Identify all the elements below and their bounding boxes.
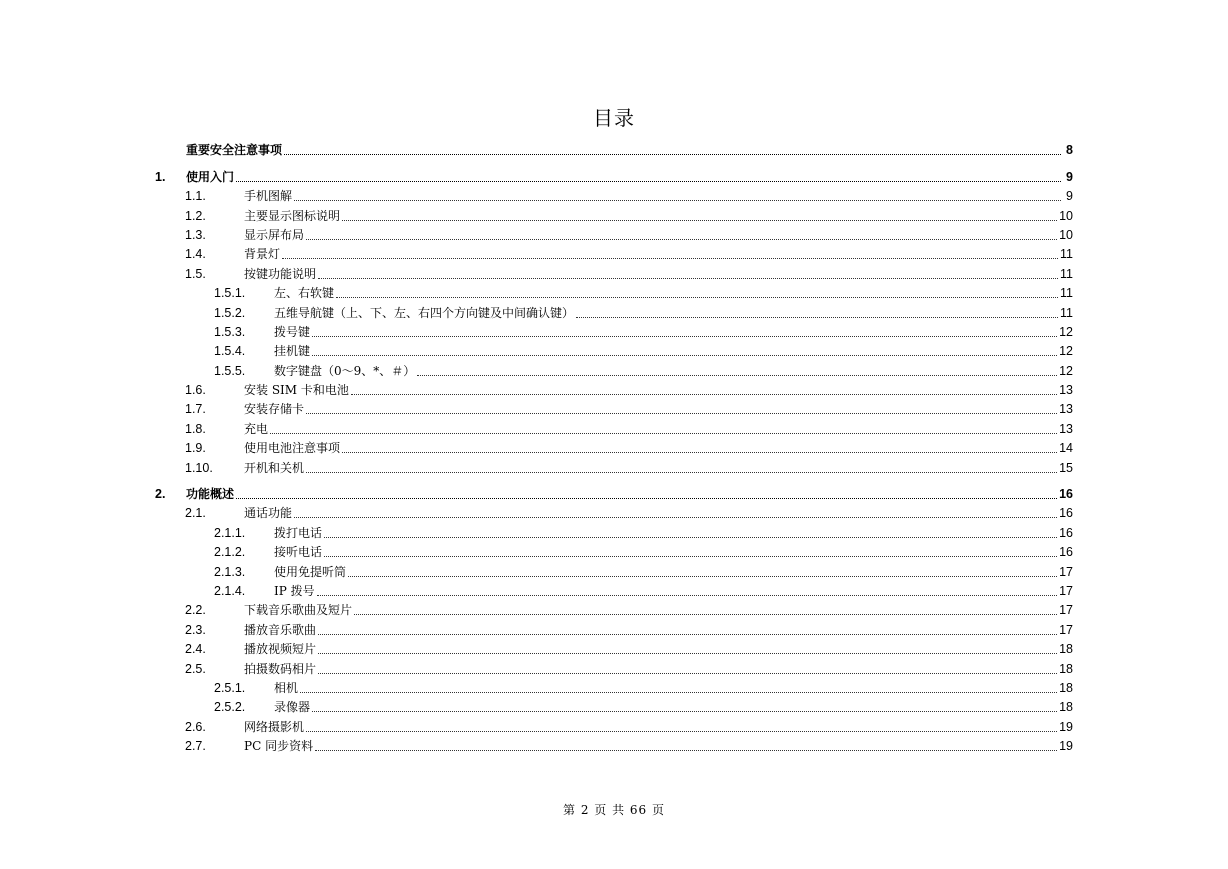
toc-entry-page-number: 18 (1059, 642, 1073, 657)
toc-entry-title: 使用入门 (186, 169, 235, 184)
toc-entry-page-number: 11 (1060, 305, 1073, 320)
toc-entry-page-number: 16 (1059, 506, 1073, 521)
toc-entry-title: PC 同步资料 (244, 739, 314, 754)
dot-leader (236, 181, 1061, 182)
toc-entry[interactable] (155, 734, 1073, 753)
toc-entry-page-number: 17 (1059, 603, 1073, 618)
toc-entry-title: 接听电话 (274, 545, 323, 560)
toc-entry-page-number: 18 (1059, 700, 1073, 715)
dot-leader (312, 711, 1057, 712)
dot-leader (312, 355, 1057, 356)
toc-entry-page-number: 13 (1059, 402, 1073, 417)
toc-entry-title: 拨号键 (274, 324, 311, 339)
toc-entry-title: 手机图解 (244, 189, 293, 204)
dot-leader (294, 517, 1057, 518)
toc-entry[interactable] (155, 281, 1073, 300)
toc-entry-number: 2.5.2. (214, 700, 246, 715)
toc-entry[interactable] (155, 436, 1073, 455)
toc-entry-page-number: 8 (1066, 143, 1073, 158)
toc-entry-title: 下载音乐歌曲及短片 (244, 603, 353, 618)
dot-leader (306, 731, 1057, 732)
dot-leader (306, 413, 1057, 414)
dot-leader (318, 673, 1057, 674)
dot-leader (318, 634, 1057, 635)
toc-entry-title: 安装 SIM 卡和电池 (244, 383, 349, 398)
toc-entry[interactable] (155, 617, 1073, 636)
toc-entry-title: 拨打电话 (274, 525, 323, 540)
toc-entry[interactable] (155, 455, 1073, 474)
dot-leader (342, 220, 1057, 221)
toc-entry-number: 1.10. (185, 460, 213, 475)
dot-leader (270, 433, 1057, 434)
page-title: 目录 (593, 106, 635, 130)
dot-leader (351, 394, 1057, 395)
toc-entry[interactable] (155, 656, 1073, 675)
toc-entry[interactable] (155, 378, 1073, 397)
toc-entry[interactable] (155, 261, 1073, 280)
toc-entry-number: 1.5.5. (214, 363, 246, 378)
toc-entry[interactable] (155, 184, 1073, 203)
toc-entry-number: 1.5.1. (214, 286, 246, 301)
dot-leader (336, 297, 1058, 298)
toc-entry-page-number: 17 (1059, 564, 1073, 579)
toc-entry-page-number: 17 (1059, 622, 1073, 637)
toc-entry[interactable] (155, 695, 1073, 714)
toc-entry-number: 2.1. (185, 506, 206, 521)
toc-entry-number: 2.4. (185, 642, 206, 657)
toc-entry-number: 2.6. (185, 719, 206, 734)
toc-entry-number: 2.3. (185, 622, 206, 637)
toc-entry-number: 1.8. (185, 421, 206, 436)
toc-entry-number: 1.4. (185, 247, 206, 262)
toc-entry-page-number: 13 (1059, 383, 1073, 398)
toc-entry-title: 五维导航键（上、下、左、右四个方向键及中间确认键） (274, 305, 575, 320)
toc-entry[interactable] (155, 138, 1073, 157)
toc-entry-page-number: 16 (1059, 545, 1073, 560)
toc-entry-title: 主要显示图标说明 (244, 208, 341, 223)
toc-entry-number: 2.1.2. (214, 545, 246, 560)
toc-entry-number: 1.5. (185, 266, 206, 281)
toc-entry-page-number: 11 (1060, 247, 1073, 262)
toc-entry-number: 1.1. (185, 189, 206, 204)
dot-leader (417, 375, 1057, 376)
toc-entry-title: 播放视频短片 (244, 642, 317, 657)
toc-entry-page-number: 18 (1059, 661, 1073, 676)
toc-entry-title: 功能概述 (186, 487, 235, 502)
toc-entry-page-number: 17 (1059, 583, 1073, 598)
toc-entry-title: 数字键盘（0～9、*、＃） (274, 363, 416, 378)
toc-entry-title: 拍摄数码相片 (244, 661, 317, 676)
toc-entry-title: 相机 (274, 680, 299, 695)
dot-leader (324, 556, 1057, 557)
dot-leader (317, 595, 1057, 596)
toc-entry-page-number: 19 (1059, 739, 1073, 754)
toc-entry[interactable] (155, 300, 1073, 319)
toc-entry-page-number: 14 (1059, 441, 1073, 456)
toc-entry[interactable] (155, 358, 1073, 377)
dot-leader (342, 452, 1057, 453)
toc-entry-number: 1.5.2. (214, 305, 246, 320)
toc-entry-number: 1.6. (185, 383, 206, 398)
toc-entry-number: 2.5. (185, 661, 206, 676)
toc-entry-page-number: 15 (1059, 460, 1073, 475)
toc-entry[interactable] (155, 320, 1073, 339)
toc-entry-page-number: 18 (1059, 680, 1073, 695)
toc-entry-number: 1. (155, 169, 166, 184)
toc-entry-title: IP 拨号 (274, 583, 315, 598)
toc-entry[interactable] (155, 598, 1073, 617)
toc-entry-title: 重要安全注意事项 (186, 143, 283, 158)
toc-entry[interactable] (155, 559, 1073, 578)
toc-entry[interactable] (155, 676, 1073, 695)
toc-entry-title: 安装存储卡 (244, 402, 305, 417)
toc-entry[interactable] (155, 397, 1073, 416)
toc-entry[interactable] (155, 482, 1073, 501)
toc-entry[interactable] (155, 164, 1073, 183)
toc-entry-title: 使用电池注意事项 (244, 441, 341, 456)
dot-leader (294, 200, 1061, 201)
toc-entry[interactable] (155, 242, 1073, 261)
dot-leader (306, 239, 1057, 240)
toc-entry[interactable] (155, 714, 1073, 733)
toc-entry-number: 1.2. (185, 208, 206, 223)
toc-entry-number: 1.9. (185, 441, 206, 456)
toc-entry-page-number: 9 (1066, 169, 1073, 184)
toc-entry-page-number: 9 (1066, 189, 1073, 204)
toc-entry-number: 2.1.1. (214, 525, 246, 540)
toc-entry-title: 录像器 (274, 700, 311, 715)
toc-entry[interactable] (155, 416, 1073, 435)
dot-leader (315, 750, 1057, 751)
dot-leader (318, 278, 1058, 279)
toc-entry-page-number: 16 (1059, 487, 1073, 502)
toc-entry-title: 播放音乐歌曲 (244, 622, 317, 637)
toc-entry-page-number: 12 (1059, 324, 1073, 339)
dot-leader (324, 537, 1057, 538)
toc-entry-title: 按键功能说明 (244, 266, 317, 281)
toc-entry-page-number: 13 (1059, 421, 1073, 436)
toc-entry-number: 1.5.4. (214, 344, 246, 359)
toc-entry-number: 2.2. (185, 603, 206, 618)
toc-entry[interactable] (155, 223, 1073, 242)
dot-leader (306, 472, 1057, 473)
toc-entry-title: 背景灯 (244, 247, 281, 262)
toc-entry-page-number: 19 (1059, 719, 1073, 734)
toc-entry[interactable] (155, 203, 1073, 222)
toc-entry-number: 2.1.3. (214, 564, 246, 579)
dot-leader (348, 576, 1057, 577)
toc-entry-page-number: 10 (1059, 208, 1073, 223)
toc-entry-title: 通话功能 (244, 506, 293, 521)
toc-entry-number: 1.3. (185, 227, 206, 242)
toc-entry-title: 显示屏布局 (244, 227, 305, 242)
toc-entry[interactable] (155, 579, 1073, 598)
dot-leader (576, 317, 1058, 318)
toc-entry-page-number: 11 (1060, 266, 1073, 281)
toc-entry-page-number: 12 (1059, 344, 1073, 359)
toc-entry-title: 充电 (244, 421, 269, 436)
toc-entry-number: 2.5.1. (214, 680, 246, 695)
dot-leader (236, 498, 1057, 499)
dot-leader (282, 258, 1058, 259)
toc-entry-title: 左、右软键 (274, 286, 335, 301)
toc-entry-number: 1.7. (185, 402, 206, 417)
toc-entry-number: 2.1.4. (214, 583, 246, 598)
table-of-contents (155, 138, 1073, 753)
dot-leader (318, 653, 1057, 654)
dot-leader (354, 614, 1057, 615)
toc-entry[interactable] (155, 637, 1073, 656)
toc-entry[interactable] (155, 520, 1073, 539)
toc-entry-page-number: 10 (1059, 227, 1073, 242)
page-footer: 第 2 页 共 66 页 (563, 803, 665, 817)
dot-leader (284, 154, 1061, 155)
toc-entry[interactable] (155, 540, 1073, 559)
toc-entry-title: 使用免提听筒 (274, 564, 347, 579)
toc-entry-title: 开机和关机 (244, 460, 305, 475)
dot-leader (300, 692, 1057, 693)
toc-entry-title: 挂机键 (274, 344, 311, 359)
toc-entry[interactable] (155, 339, 1073, 358)
toc-entry-number: 2.7. (185, 739, 206, 754)
toc-entry-number: 1.5.3. (214, 324, 246, 339)
toc-entry[interactable] (155, 501, 1073, 520)
toc-entry-page-number: 12 (1059, 363, 1073, 378)
toc-entry-page-number: 11 (1060, 286, 1073, 301)
toc-entry-title: 网络摄影机 (244, 719, 305, 734)
toc-entry-number: 2. (155, 487, 166, 502)
dot-leader (312, 336, 1057, 337)
toc-entry-page-number: 16 (1059, 525, 1073, 540)
